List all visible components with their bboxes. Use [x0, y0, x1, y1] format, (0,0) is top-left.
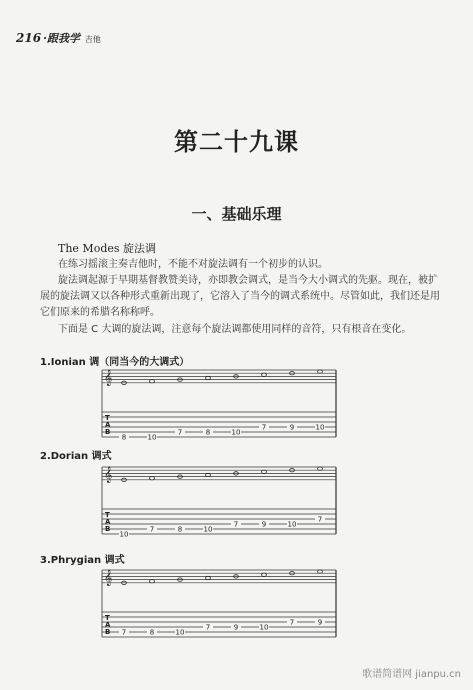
- tab-number: 7: [205, 623, 211, 632]
- tab-number: 8: [149, 628, 155, 637]
- tab-number: 9: [289, 423, 295, 432]
- score-dorian: [100, 463, 340, 541]
- score-ionian: [100, 366, 340, 444]
- tab-number: 10: [175, 628, 185, 637]
- score-phrygian: [100, 566, 340, 644]
- note-head: [318, 570, 323, 573]
- tab-clef-letter: B: [105, 525, 111, 533]
- tab-clef-letter: A: [105, 621, 111, 629]
- note-head: [318, 370, 323, 373]
- tab-clef-letter: B: [105, 628, 111, 636]
- tab-number: 7: [121, 628, 127, 637]
- notation-tab-dorian: [100, 463, 340, 541]
- paragraph-c-major: 下面是 C 大调的旋法调，注意每个旋法调都使用同样的音符，只有根音在变化。: [58, 324, 412, 335]
- treble-clef-icon: 𝄞: [104, 467, 113, 483]
- tab-number: 9: [261, 520, 267, 529]
- note-head: [262, 373, 267, 376]
- tab-number: 7: [289, 618, 295, 627]
- tab-clef-letter: A: [105, 421, 111, 429]
- tab-number: 7: [233, 520, 239, 529]
- example-label-phrygian: 3.Phrygian 调式: [40, 555, 125, 566]
- note-head: [150, 380, 155, 383]
- tab-number: 10: [231, 428, 241, 437]
- note-head: [206, 576, 211, 579]
- section-heading: 一、基础乐理: [191, 205, 282, 223]
- page-number: 216: [16, 31, 42, 45]
- tab-number: 8: [205, 428, 211, 437]
- notation-tab-ionian: [100, 366, 340, 444]
- tab-number: 10: [203, 525, 213, 534]
- note-head: [150, 477, 155, 480]
- example-label-dorian: 2.Dorian 调式: [40, 451, 112, 462]
- paragraph-history: 旋法调起源于早期基督教赞美诗，亦即教会调式，是当今大小调式的先驱。现在，被扩展的旋法调又以各种形式重新出现了，它溶入了当今的调式系统中。尽管如此，我们还是用它们原来的希腊名称称呼。: [40, 275, 440, 318]
- tab-number: 9: [317, 618, 323, 627]
- treble-clef-icon: 𝄞: [104, 370, 113, 386]
- tab-number: 7: [177, 428, 183, 437]
- tab-clef-letter: T: [105, 614, 110, 622]
- notation-tab-phrygian: [100, 566, 340, 644]
- note-head: [318, 467, 323, 470]
- running-header: [16, 30, 101, 46]
- series-subtitle: 吉他: [84, 35, 101, 44]
- note-head: [206, 376, 211, 379]
- tab-number: 10: [315, 423, 325, 432]
- tab-clef-letter: A: [105, 518, 111, 526]
- treble-clef-icon: 𝄞: [104, 570, 113, 586]
- tab-clef-letter: T: [105, 511, 110, 519]
- note-head: [262, 470, 267, 473]
- example-label-ionian: 1.Ionian 调（同当今的大调式）: [40, 357, 190, 368]
- lesson-title: 第二十九课: [174, 127, 299, 156]
- tab-number: 7: [261, 423, 267, 432]
- tab-number: 10: [147, 433, 157, 442]
- tab-clef-letter: B: [105, 428, 111, 436]
- series-title: ·跟我学: [43, 32, 80, 45]
- tab-number: 7: [149, 525, 155, 534]
- tab-number: 10: [259, 623, 269, 632]
- tab-number: 9: [233, 623, 239, 632]
- tab-number: 10: [287, 520, 297, 529]
- paragraph-intro: 在练习摇滚主奏吉他时，不能不对旋法调有一个初步的认识。: [58, 259, 328, 270]
- note-head: [150, 580, 155, 583]
- tab-number: 7: [317, 515, 323, 524]
- note-head: [262, 573, 267, 576]
- tab-number: 10: [119, 530, 129, 539]
- tab-number: 8: [177, 525, 183, 534]
- modes-heading: The Modes 旋法调: [58, 242, 157, 255]
- tab-clef-letter: T: [105, 414, 110, 422]
- watermark-footer: 歌谱简谱网 jianpu.cn: [362, 669, 461, 680]
- note-head: [206, 473, 211, 476]
- tab-number: 8: [121, 433, 127, 442]
